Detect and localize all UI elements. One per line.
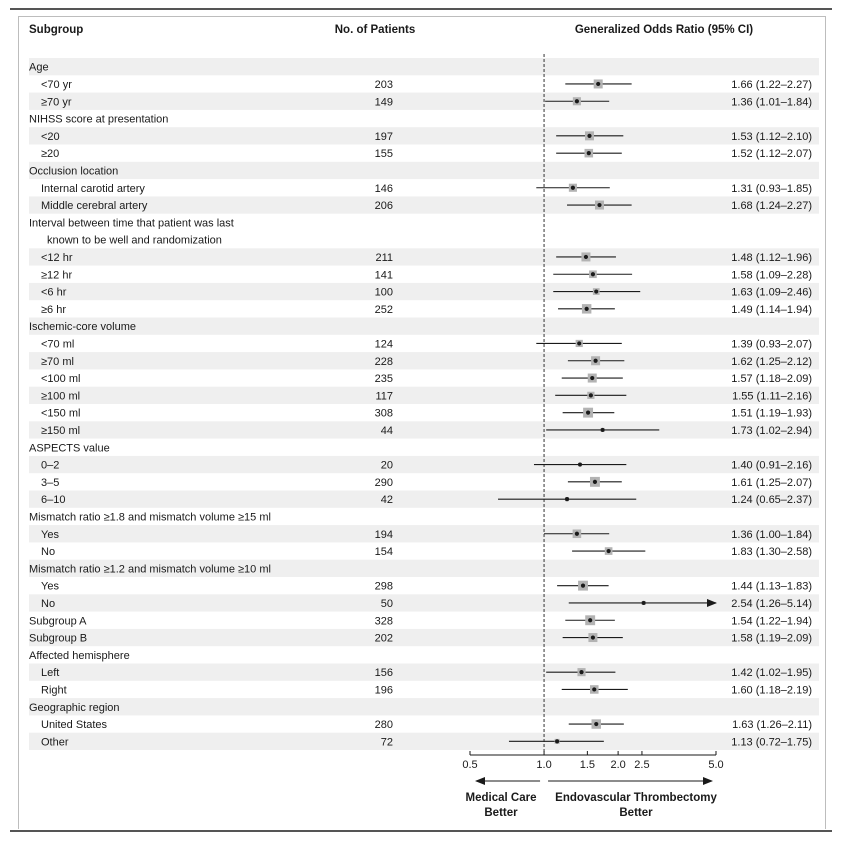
- row-band: [29, 733, 819, 750]
- point-estimate: [594, 289, 598, 293]
- point-estimate: [575, 99, 579, 103]
- point-estimate: [581, 584, 585, 588]
- odds-ratio-ci-label: 1.24 (0.65–2.37): [731, 494, 812, 507]
- patient-count: 252: [374, 303, 393, 316]
- group-label: Age: [29, 61, 49, 74]
- point-estimate: [601, 428, 605, 432]
- subgroup-label: ≥100 ml: [41, 390, 81, 403]
- subgroup-label: ≥150 ml: [41, 424, 81, 437]
- x-tick-label: 0.5: [462, 759, 478, 771]
- patient-count: 141: [374, 269, 393, 282]
- patient-count: 155: [374, 148, 393, 161]
- row-band: [29, 456, 819, 473]
- patient-count: 290: [374, 476, 393, 489]
- row-band: [29, 421, 819, 438]
- point-estimate: [642, 601, 646, 605]
- odds-ratio-ci-label: 1.51 (1.19–1.93): [731, 407, 812, 420]
- odds-ratio-ci-label: 1.36 (1.00–1.84): [731, 528, 812, 541]
- odds-ratio-ci-label: 1.68 (1.24–2.27): [731, 200, 812, 213]
- group-label: NIHSS score at presentation: [29, 113, 169, 126]
- row-band: [29, 318, 819, 335]
- subgroup-label: Yes: [41, 580, 59, 593]
- subgroup-label: 3–5: [41, 476, 60, 489]
- patient-count: 44: [380, 424, 393, 437]
- odds-ratio-ci-label: 1.62 (1.25–2.12): [731, 355, 812, 368]
- subgroup-label: No: [41, 597, 56, 610]
- patient-count: 206: [374, 200, 393, 213]
- odds-ratio-ci-label: 1.61 (1.25–2.07): [731, 476, 812, 489]
- odds-ratio-ci-label: 1.54 (1.22–1.94): [731, 615, 812, 628]
- point-estimate: [555, 739, 559, 743]
- patient-count: 124: [374, 338, 393, 351]
- left-direction-label: Medical Care: [465, 792, 537, 804]
- odds-ratio-ci-label: 1.39 (0.93–2.07): [731, 338, 812, 351]
- point-estimate: [597, 203, 601, 207]
- point-estimate: [589, 393, 593, 397]
- group-label: Occlusion location: [29, 165, 119, 178]
- point-estimate: [592, 687, 596, 691]
- point-estimate: [607, 549, 611, 553]
- subgroup-label: <70 ml: [41, 338, 75, 351]
- odds-ratio-ci-label: 1.40 (0.91–2.16): [731, 459, 812, 472]
- odds-ratio-ci-label: 1.36 (1.01–1.84): [731, 96, 812, 109]
- odds-ratio-ci-label: 1.42 (1.02–1.95): [731, 667, 812, 680]
- patient-count: 50: [380, 597, 393, 610]
- odds-ratio-ci-label: 1.44 (1.13–1.83): [731, 580, 812, 593]
- point-estimate: [565, 497, 569, 501]
- point-estimate: [579, 670, 583, 674]
- patient-count: 196: [374, 684, 393, 697]
- odds-ratio-ci-label: 1.58 (1.09–2.28): [731, 269, 812, 282]
- patient-count: 146: [374, 182, 393, 195]
- patient-count: 308: [374, 407, 393, 420]
- row-band: [29, 352, 819, 369]
- patient-count: 228: [374, 355, 393, 368]
- row-band: [29, 698, 819, 715]
- header-patients: No. of Patients: [334, 24, 416, 36]
- patient-count: 100: [374, 286, 393, 299]
- patient-count: 42: [380, 494, 393, 507]
- odds-ratio-ci-label: 1.58 (1.19–2.09): [731, 632, 812, 645]
- header-odds-ratio: Generalized Odds Ratio (95% CI): [574, 24, 754, 36]
- point-estimate: [593, 359, 597, 363]
- row-band: [29, 283, 819, 300]
- left-direction-label: Better: [484, 807, 518, 819]
- point-estimate: [591, 635, 595, 639]
- subgroup-label: Other: [41, 736, 69, 749]
- subgroup-label: Yes: [41, 528, 59, 541]
- subgroup-label: United States: [41, 719, 108, 732]
- row-band: [29, 491, 819, 508]
- point-estimate: [588, 618, 592, 622]
- group-label: Mismatch ratio ≥1.8 and mismatch volume ≥15 ml: [29, 511, 271, 524]
- odds-ratio-ci-label: 1.60 (1.18–2.19): [731, 684, 812, 697]
- row-band: [29, 248, 819, 265]
- row-band: [29, 127, 819, 144]
- right-direction-label: Better: [619, 807, 653, 819]
- patient-count: 156: [374, 667, 393, 680]
- group-label: Subgroup B: [29, 632, 88, 645]
- patient-count: 298: [374, 580, 393, 593]
- subgroup-label: ≥6 hr: [41, 303, 66, 316]
- subgroup-label: <20: [41, 130, 60, 143]
- subgroup-label: ≥70 ml: [41, 355, 74, 368]
- bottom-rule: [10, 830, 832, 832]
- odds-ratio-ci-label: 1.83 (1.30–2.58): [731, 546, 812, 559]
- point-estimate: [594, 722, 598, 726]
- subgroup-label: Internal carotid artery: [41, 182, 145, 195]
- point-estimate: [578, 462, 582, 466]
- point-estimate: [587, 151, 591, 155]
- group-label: Affected hemisphere: [29, 649, 130, 662]
- patient-count: 149: [374, 96, 393, 109]
- row-band: [29, 162, 819, 179]
- patient-count: 203: [374, 78, 393, 91]
- odds-ratio-ci-label: 1.55 (1.11–2.16): [732, 390, 812, 403]
- subgroup-label: Right: [41, 684, 67, 697]
- point-estimate: [593, 480, 597, 484]
- odds-ratio-ci-label: 1.57 (1.18–2.09): [731, 373, 812, 386]
- patient-count: 202: [374, 632, 393, 645]
- point-estimate: [575, 532, 579, 536]
- x-tick-label: 2.5: [634, 759, 650, 771]
- x-tick-label: 2.0: [610, 759, 626, 771]
- subgroup-label: ≥20: [41, 148, 60, 161]
- point-estimate: [590, 376, 594, 380]
- subgroup-label: Middle cerebral artery: [41, 200, 148, 213]
- odds-ratio-ci-label: 1.31 (0.93–1.85): [731, 182, 812, 195]
- patient-count: 117: [375, 390, 393, 403]
- row-band: [29, 664, 819, 681]
- row-band: [29, 525, 819, 542]
- patient-count: 154: [374, 546, 393, 559]
- row-band: [29, 93, 819, 110]
- x-tick-label: 1.5: [579, 759, 596, 771]
- subgroup-label: No: [41, 546, 56, 559]
- row-band: [29, 387, 819, 404]
- point-estimate: [585, 307, 589, 311]
- odds-ratio-ci-label: 1.73 (1.02–2.94): [731, 424, 812, 437]
- odds-ratio-ci-label: 1.63 (1.09–2.46): [731, 286, 812, 299]
- group-label: ASPECTS value: [29, 442, 110, 455]
- odds-ratio-ci-label: 1.53 (1.12–2.10): [731, 130, 812, 143]
- group-label: Ischemic-core volume: [29, 321, 136, 334]
- patient-count: 20: [380, 459, 393, 472]
- subgroup-label: ≥70 yr: [41, 96, 72, 109]
- subgroup-label: 0–2: [41, 459, 60, 472]
- x-tick-label: 5.0: [708, 759, 724, 771]
- group-label: Subgroup A: [29, 615, 87, 628]
- subgroup-label: <70 yr: [41, 78, 72, 91]
- subgroup-label: <6 hr: [41, 286, 67, 299]
- point-estimate: [587, 134, 591, 138]
- odds-ratio-ci-label: 1.66 (1.22–2.27): [731, 78, 812, 91]
- forest-plot-svg: [10, 8, 832, 830]
- patient-count: 328: [374, 615, 393, 628]
- row-band: [29, 58, 819, 75]
- row-band: [29, 196, 819, 213]
- subgroup-label: ≥12 hr: [41, 269, 73, 282]
- subgroup-label: <12 hr: [41, 251, 73, 264]
- odds-ratio-ci-label: 1.48 (1.12–1.96): [731, 251, 812, 264]
- group-label: Mismatch ratio ≥1.2 and mismatch volume ≥10 ml: [29, 563, 271, 576]
- group-label-line2: known to be well and randomization: [47, 234, 222, 247]
- subgroup-label: 6–10: [41, 494, 66, 507]
- x-tick-label: 1.0: [536, 759, 552, 771]
- patient-count: 235: [374, 373, 393, 386]
- subgroup-label: Left: [41, 667, 60, 680]
- group-label: Geographic region: [29, 701, 120, 714]
- odds-ratio-ci-label: 2.54 (1.26–5.14): [731, 597, 812, 610]
- subgroup-label: <150 ml: [41, 407, 81, 420]
- point-estimate: [577, 341, 581, 345]
- odds-ratio-ci-label: 1.13 (0.72–1.75): [731, 736, 812, 749]
- patient-count: 211: [375, 251, 393, 264]
- odds-ratio-ci-label: 1.49 (1.14–1.94): [731, 303, 812, 316]
- patient-count: 280: [374, 719, 393, 732]
- row-band: [29, 629, 819, 646]
- point-estimate: [584, 255, 588, 259]
- patient-count: 194: [374, 528, 393, 541]
- header-subgroup: Subgroup: [29, 24, 84, 36]
- subgroup-label: <100 ml: [41, 373, 81, 386]
- point-estimate: [571, 186, 575, 190]
- odds-ratio-ci-label: 1.52 (1.12–2.07): [731, 148, 812, 161]
- right-direction-label: Endovascular Thrombectomy: [555, 792, 717, 804]
- patient-count: 197: [374, 130, 393, 143]
- patient-count: 72: [380, 736, 393, 749]
- odds-ratio-ci-label: 1.63 (1.26–2.11): [732, 719, 812, 732]
- forest-plot-figure: [10, 8, 832, 830]
- point-estimate: [591, 272, 595, 276]
- point-estimate: [586, 411, 590, 415]
- point-estimate: [596, 82, 600, 86]
- group-label: Interval between time that patient was last: [29, 217, 234, 230]
